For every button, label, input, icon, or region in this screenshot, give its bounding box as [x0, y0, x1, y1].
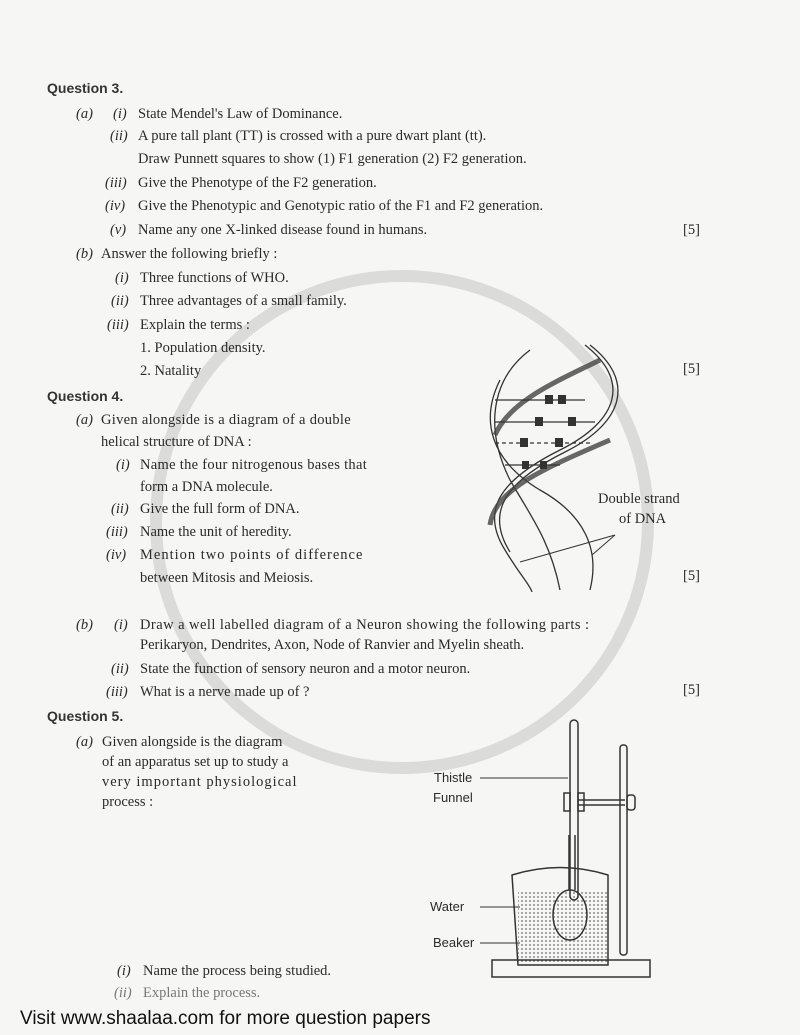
water-label: Water [430, 899, 465, 914]
question-item: Name the unit of heredity. [140, 524, 292, 540]
question-item: A pure tall plant (TT) is crossed with a pure dwart plant (tt). [138, 128, 487, 144]
question-item: Explain the terms : [140, 317, 250, 333]
question-item: What is a nerve made up of ? [140, 684, 310, 700]
item-num: (i) [117, 963, 131, 979]
funnel-label: Funnel [433, 790, 473, 805]
item-num: (ii) [111, 501, 129, 517]
thistle-funnel-apparatus-diagram [480, 715, 660, 980]
marks: [5] [683, 361, 700, 377]
item-num: (iv) [105, 198, 126, 214]
thistle-label: Thistle [434, 770, 473, 785]
part-intro: process : [102, 794, 154, 810]
question-item: 2. Natality [140, 363, 202, 379]
item-num: (iii) [106, 684, 128, 700]
question-item: State the function of sensory neuron and a motor neuron. [140, 661, 471, 677]
question-3-title: Question 3. [47, 80, 124, 96]
question-item: Name any one X-linked disease found in humans. [138, 222, 428, 238]
item-num: (i) [114, 617, 128, 633]
part-intro: Given alongside is the diagram [102, 734, 283, 750]
question-item: 1. Population density. [140, 340, 266, 356]
part-intro: helical structure of DNA : [101, 434, 252, 450]
dna-double-helix-diagram [470, 340, 650, 595]
item-num: (i) [115, 270, 129, 286]
item-num: (ii) [114, 985, 132, 1001]
part-label: (a) [76, 106, 93, 122]
dna-label: Double strand [598, 491, 680, 507]
dna-label: of DNA [619, 511, 667, 527]
item-num: (iii) [105, 175, 127, 191]
item-num: (iv) [106, 547, 127, 563]
question-item: Give the full form of DNA. [140, 501, 300, 517]
question-item: Name the process being studied. [143, 963, 332, 979]
question-5-title: Question 5. [47, 708, 124, 724]
question-item: Three functions of WHO. [140, 270, 289, 286]
question-item: Draw a well labelled diagram of a Neuron showing the following parts : [140, 617, 590, 633]
part-label: (b) [76, 617, 93, 633]
part-intro: very important physiological [102, 774, 298, 790]
part-label: (a) [76, 412, 93, 428]
question-item: form a DNA molecule. [140, 479, 273, 495]
part-label: (a) [76, 734, 93, 750]
question-item: Perikaryon, Dendrites, Axon, Node of Ranvier and Myelin sheath. [140, 637, 525, 653]
part-intro: Given alongside is a diagram of a double [101, 412, 351, 428]
item-num: (ii) [111, 293, 129, 309]
question-item: Draw Punnett squares to show (1) F1 generation (2) F2 generation. [138, 151, 527, 167]
part-intro: Answer the following briefly : [101, 246, 278, 262]
question-item: Explain the process. [143, 985, 261, 1001]
beaker-label: Beaker [433, 935, 475, 950]
item-num: (iii) [106, 524, 128, 540]
item-num: (v) [110, 222, 127, 238]
question-item: Give the Phenotypic and Genotypic ratio of the F1 and F2 generation. [138, 198, 544, 214]
marks: [5] [683, 222, 700, 238]
question-item: Mention two points of difference [140, 547, 364, 563]
question-item: Name the four nitrogenous bases that [140, 457, 368, 473]
question-item: State Mendel's Law of Dominance. [138, 106, 343, 122]
item-num: (ii) [111, 661, 129, 677]
question-item: between Mitosis and Meiosis. [140, 570, 314, 586]
part-label: (b) [76, 246, 93, 262]
item-num: (i) [113, 106, 127, 122]
marks: [5] [683, 568, 700, 584]
item-num: (iii) [107, 317, 129, 333]
marks: [5] [683, 682, 700, 698]
question-4-title: Question 4. [47, 388, 124, 404]
item-num: (i) [116, 457, 130, 473]
question-item: Three advantages of a small family. [140, 293, 347, 309]
part-intro: of an apparatus set up to study a [102, 754, 289, 770]
item-num: (ii) [110, 128, 128, 144]
footer-link-text[interactable]: Visit www.shaalaa.com for more question papers [20, 1008, 431, 1029]
question-item: Give the Phenotype of the F2 generation. [138, 175, 377, 191]
